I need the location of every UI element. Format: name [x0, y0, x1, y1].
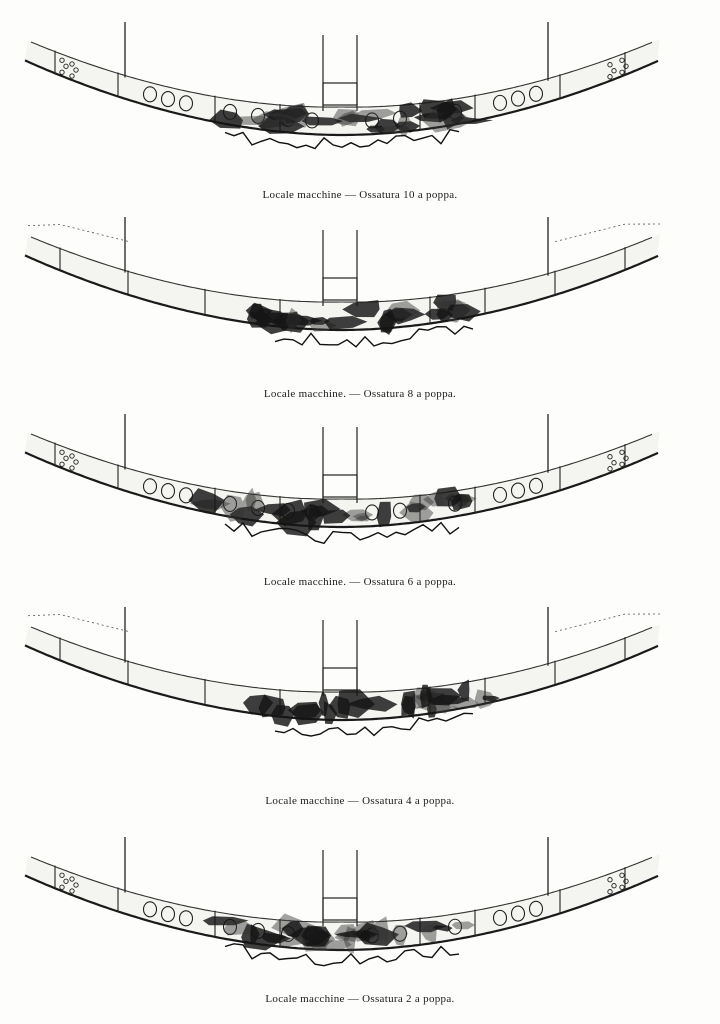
figure-caption-4: Locale macchine — Ossatura 4 a poppa. [265, 795, 455, 807]
keelson-box [323, 668, 357, 690]
bracket-dash [555, 224, 660, 242]
floor-plating-band [25, 234, 660, 330]
keelson-box [323, 475, 357, 497]
frame-drawing-4 [0, 605, 720, 790]
frame-drawing-2 [0, 215, 720, 400]
figure-caption-2: Locale macchine. — Ossatura 8 a poppa. [263, 388, 457, 400]
keelson-box [323, 898, 357, 920]
bracket-dash [555, 614, 660, 632]
frame-drawing-1 [0, 20, 720, 205]
figure-caption-5: Locale macchine — Ossatura 2 a poppa. [265, 993, 455, 1005]
figure-caption-3: Locale macchine. — Ossatura 6 a poppa. [263, 576, 457, 588]
bracket-dash [28, 225, 128, 242]
frame-drawing-3 [0, 412, 720, 597]
figure-caption-1: Locale macchine — Ossatura 10 a poppa. [262, 189, 458, 201]
keelson-box [323, 278, 357, 300]
bracket-dash [28, 615, 128, 632]
keelson-box [323, 83, 357, 105]
